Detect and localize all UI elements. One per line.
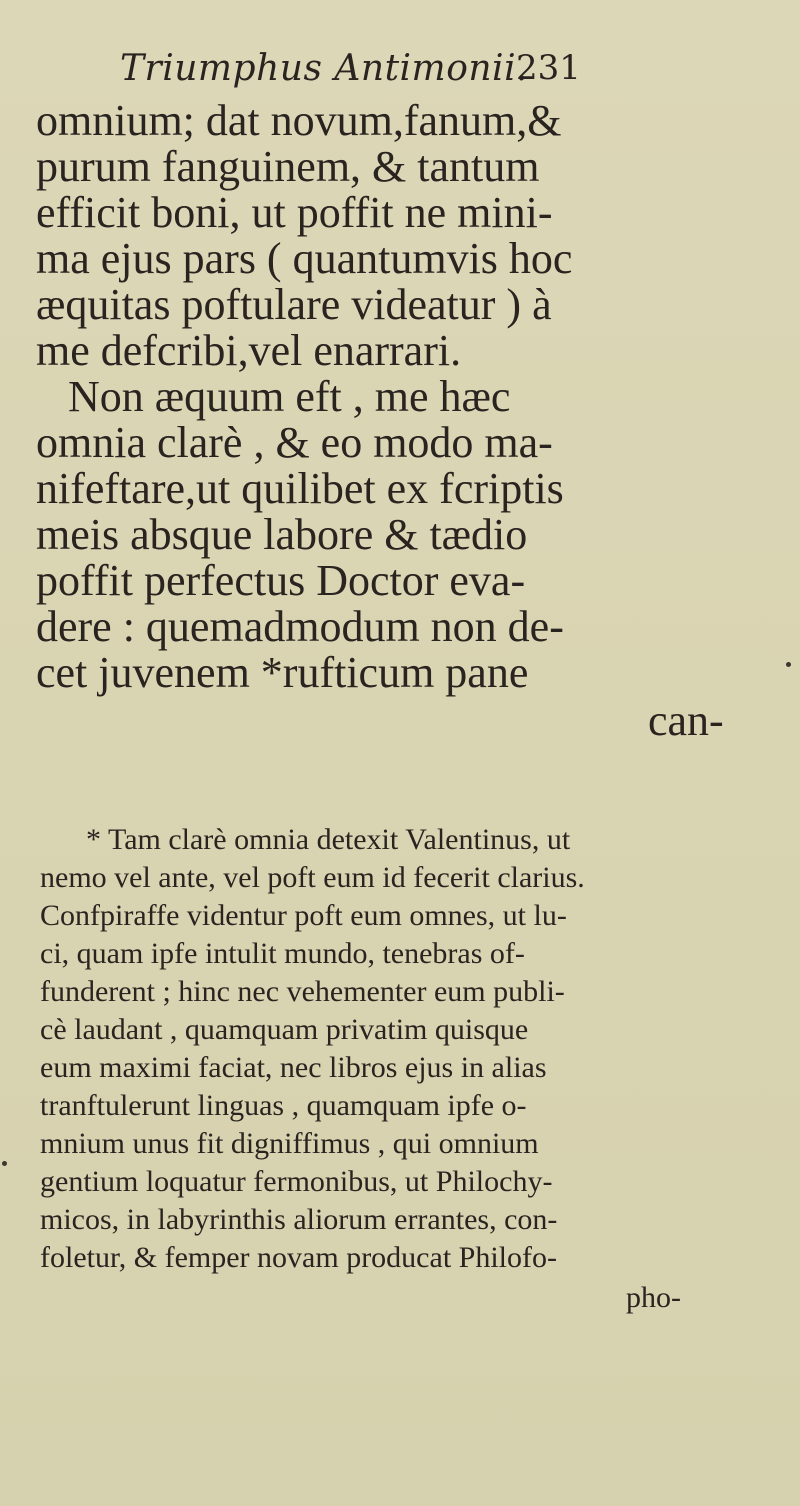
text-line: æquitas poftulare videatur ) à — [36, 280, 552, 329]
footnote-line: foletur, & femper novam producat Philofo- — [40, 1241, 557, 1274]
speck-mark — [2, 1161, 7, 1166]
footnote-line: * Tam clarè omnia detexit Valentinus, ut — [86, 823, 571, 856]
footnote-line: micos, in labyrinthis aliorum errantes, con- — [40, 1203, 558, 1236]
catchword: can- — [648, 696, 724, 745]
footnote-catchword: pho- — [626, 1281, 681, 1314]
footnote-line: funderent ; hinc nec vehementer eum publi- — [40, 975, 565, 1008]
page-number: 231 — [516, 48, 581, 88]
footnote-line: eum maximi faciat, nec libros ejus in alias — [40, 1051, 547, 1084]
footnote-line: mnium unus fit digniffimus , qui omnium — [40, 1127, 539, 1160]
running-head — [120, 42, 760, 98]
text-line: cet juvenem *rufticum pane — [36, 648, 529, 697]
text-line: omnia clarè , & eo modo ma- — [36, 418, 553, 467]
footnote-line: Confpiraffe videntur poft eum omnes, ut lu- — [40, 899, 567, 932]
text-line: poffit perfectus Doctor eva- — [36, 556, 526, 605]
text-line: nifeftare,ut quilibet ex fcriptis — [36, 464, 564, 513]
text-line: omnium; dat novum,fanum,& — [36, 96, 562, 145]
text-line: meis absque labore & tædio — [36, 510, 528, 559]
footnote-line: tranftulerunt linguas , quamquam ipfe o- — [40, 1089, 527, 1122]
text-line: me defcribi,vel enarrari. — [36, 326, 462, 375]
speck-mark — [786, 662, 791, 667]
text-line: efficit boni, ut poffit ne mini- — [36, 188, 553, 237]
footnote-line: cè laudant , quamquam privatim quisque — [40, 1013, 529, 1046]
footnote-line: nemo vel ante, vel poft eum id fecerit clarius. — [40, 861, 585, 894]
text-line: dere : quemadmodum non de- — [36, 602, 564, 651]
footnote-line: gentium loquatur fermonibus, ut Philochy- — [40, 1165, 553, 1198]
text-line: purum fanguinem, & tantum — [36, 142, 540, 191]
text-line: ma ejus pars ( quantumvis hoc — [36, 234, 573, 283]
paragraph-start-line: Non æquum eft , me hæc — [68, 372, 511, 421]
running-head-title: Triumphus Antimonii. — [120, 48, 529, 89]
footnote-line: ci, quam ipfe intulit mundo, tenebras of- — [40, 937, 525, 970]
